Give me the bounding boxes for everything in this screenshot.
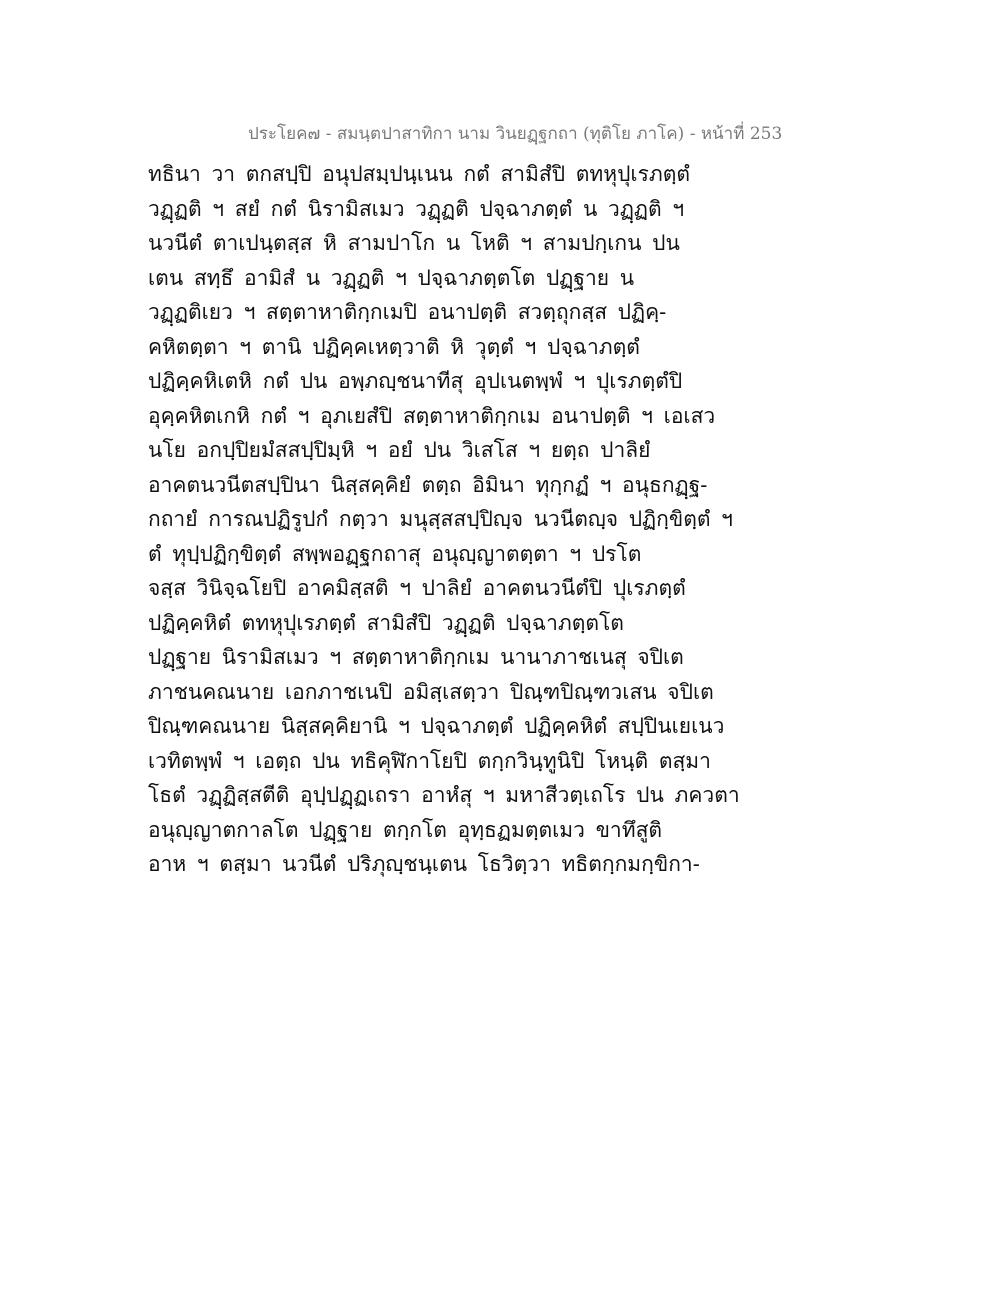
text-line: อาห ฯ ตสฺมา นวนีตํ ปริภุญฺชนฺเตน โธวิตฺวา ทธิตกฺกมกฺขิกา- (148, 852, 700, 876)
text-line: อนุญฺญาตกาลโต ปฏฺฐาย ตกฺกโต อุทฺธฏมตฺตเมว ขาทึสูติ (148, 817, 663, 842)
text-line: อาคตนวนีตสปฺปินา นิสฺสคฺคิยํ ตตฺถ อิมินา ทุกฺกฏํ ฯ อนุธกฏฺฐ- (148, 472, 708, 497)
text-line: คหิตตฺตา ฯ ตานิ ปฏิคฺคเหตฺวาติ หิ วุตฺตํ ฯ ปจฺฉาภตฺตํ (148, 334, 640, 359)
text-line: กถายํ การณปฏิรูปกํ กตฺวา มนุสฺสสปฺปิญฺจ นวนีตญฺจ ปฏิกฺขิตฺตํ ฯ (148, 507, 733, 531)
text-line: ปิณฺฑคณนาย นิสฺสคฺคิยานิ ฯ ปจฺฉาภตฺตํ ปฏิคฺคหิตํ สปฺปินเยเนว (148, 714, 725, 738)
text-line: วฏฺฏติเยว ฯ สตฺตาหาติกฺกเมปิ อนาปตฺติ สวตฺถุกสฺส ปฏิคฺ- (148, 300, 667, 324)
text-line: ทธินา วา ตกสปฺปิ อนุปสมฺปนฺเนน กตํ สามิสํปิ ตทหุปุเรภตฺตํ (148, 162, 690, 186)
text-line: ปฏฺฐาย นิรามิสเมว ฯ สตฺตาหาติกฺกเม นานาภาชเนสุ จปิเต (148, 645, 684, 669)
body-text (148, 157, 868, 882)
text-line: ปฏิคฺคหิตํ ตทหุปุเรภตฺตํ สามิสํปิ วฏฺฏติ ปจฺฉาภตฺตโต (148, 610, 624, 635)
text-line: ปฏิคฺคหิเตหิ กตํ ปน อพฺภญฺชนาทีสุ อุปเนตพฺพํ ฯ ปุเรภตฺตํปิ (148, 369, 683, 393)
running-header: ประโยค๗ - สมนฺตปาสาทิกา นาม วินยฏฺฐกถา (ทุติโย ภาโค) - หน้าที่ 253 (248, 124, 783, 144)
text-line: วฏฺฏติ ฯ สยํ กตํ นิรามิสเมว วฏฺฏติ ปจฺฉาภตฺตํ น วฏฺฏติ ฯ (148, 196, 685, 221)
text-line: อุคฺคหิตเกหิ กตํ ฯ อุภเยสํปิ สตฺตาหาติกฺกเม อนาปตฺติ ฯ เอเสว (148, 403, 716, 428)
text-line: นวนีตํ ตาเปนฺตสฺส หิ สามปาโก น โหติ ฯ สามปกฺเกน ปน (148, 231, 680, 255)
text-line: เวทิตพฺพํ ฯ เอตฺถ ปน ทธิคุฬิกาโยปิ ตกฺกวินฺทูนิปิ โหนฺติ ตสฺมา (148, 748, 711, 773)
text-line: ตํ ทุปฺปฏิกฺขิตฺตํ สพฺพอฏฺฐกถาสุ อนุญฺญาตตฺตา ฯ ปรโต (148, 541, 642, 566)
text-line: โธตํ วฏฺฏิสฺสตีติ อุปฺปฏฺฏเถรา อาหํสุ ฯ มหาสีวตฺเถโร ปน ภควตา (148, 783, 740, 807)
text-line: เตน สทฺธึ อามิสํ น วฏฺฏติ ฯ ปจฺฉาภตฺตโต ปฏฺฐาย น (148, 265, 635, 290)
text-line: ภาชนคณนาย เอกภาชเนปิ อมิสฺเสตฺวา ปิณฺฑปิณฺฑวเสน จปิเต (148, 679, 714, 704)
text-line: จสฺส วินิจฺฉโยปิ อาคมิสฺสติ ฯ ปาลิยํ อาคตนวนีตํปิ ปุเรภตฺตํ (148, 576, 686, 600)
text-line: นโย อกปฺปิยมํสสปฺปิมฺหิ ฯ อยํ ปน วิเสโส ฯ ยตฺถ ปาลิยํ (148, 438, 651, 462)
